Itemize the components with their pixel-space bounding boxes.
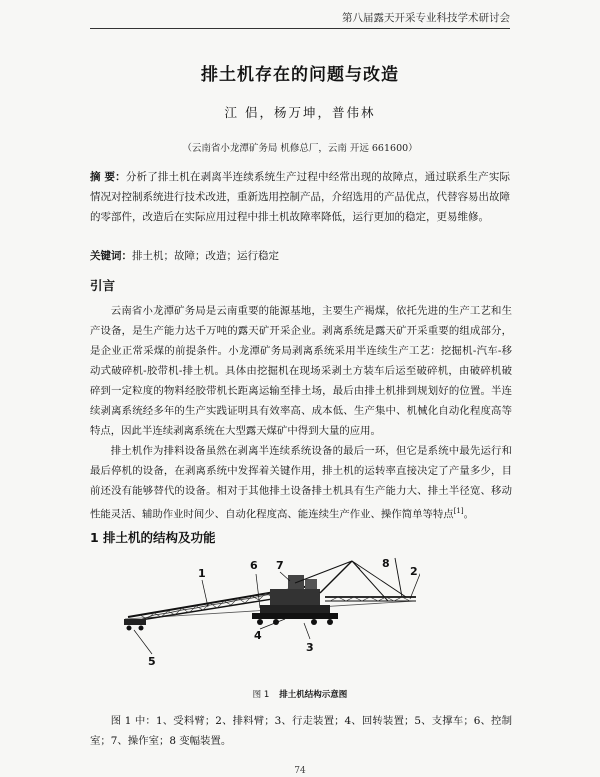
- intro-paragraph-1: 云南省小龙潭矿务局是云南重要的能源基地，主要生产褐煤，依托先进的生产工艺和生产设备，是生产能力达千万吨的露天矿开采企业。剥离系统是露天矿开采重要的组成部分，是企业正常采煤的前提条件。小龙潭矿务局剥离系统采用半连续生产工艺：挖掘机-汽车-移动式破碎机-胶带机-排土机。具体由挖掘机在现场采剥土方装车后运至破碎机，由破碎机破碎到一定粒度的物料经胶带机长距离运输至排土场，最后由排土机排到规划好的位置。半连续剥离系统经多年的生产实践证明具有效率高、成本低、生产集中、机械化自动化程度高等特点，因此半连续剥离系统在大型露天煤矿中得到大量的应用。: [90, 305, 512, 437]
- callout-2: 2: [410, 565, 418, 578]
- section-heading-1: 1 排土机的结构及功能: [90, 530, 216, 545]
- abstract-text: 分析了排土机在剥离半连续系统生产过程中经常出现的故障点，通过联系生产实际情况对控制系统进行技术改进，重新选用控制产品，介绍选用的产品优点，代替容易出故障的零部件，改造后在实际应用过程中排土机故障率降低，运行更加的稳定，更易维修。: [90, 171, 510, 223]
- callout-4: 4: [254, 629, 262, 642]
- running-header: 第八届露天开采专业科技学术研讨会: [90, 10, 510, 29]
- keywords-text: 排土机；故障；改造；运行稳定: [132, 250, 279, 262]
- figure-1-number: 图 1: [252, 690, 270, 700]
- callout-6: 6: [250, 559, 258, 572]
- support-car: [124, 619, 146, 631]
- intro-paragraph-2-text: 排土机作为排料设备虽然在剥离半连续系统设备的最后一环，但它是系统中最先运行和最后停机的设备，在剥离系统中发挥着关键作用，排土机的运转率直接决定了产量多少，目前还没有能够替代的设备。相对于其他排土设备排土机具有生产能力大、排土半径宽、移动性能灵活、辅助作业时间少、自动化程度高、能连续生产作业、操作简单等特点: [90, 445, 512, 521]
- abstract-label: 摘 要：: [90, 171, 126, 183]
- callout-1: 1: [198, 567, 206, 580]
- stacker-drawing: [120, 553, 420, 668]
- keywords: [90, 248, 510, 264]
- intro-paragraph-2: [90, 441, 512, 524]
- callout-3: 3: [306, 641, 314, 654]
- abstract: [90, 167, 510, 227]
- figure-1-stacker-diagram: [120, 553, 420, 668]
- figure-1-title: 排土机结构示意图: [279, 690, 348, 700]
- intro-paragraph-2-end: 。: [463, 508, 474, 521]
- figure-1-caption: [0, 688, 600, 700]
- keywords-label: 关键词：: [90, 250, 132, 262]
- author-list: 江 侣，杨万坤，普伟林: [224, 105, 376, 120]
- discharge-boom: [325, 597, 416, 601]
- callout-7: 7: [276, 559, 284, 572]
- page-number: 74: [294, 766, 306, 776]
- affiliation: （云南省小龙潭矿务局 机修总厂，云南 开远 661600）: [182, 143, 418, 154]
- intro-body: [90, 301, 512, 524]
- figure-1-legend: 图 1 中：1、受料臂；2、排料臂；3、行走装置；4、回转装置；5、支撑车；6、控制室；7、操作室；8 变幅装置。: [90, 715, 512, 747]
- callout-8: 8: [382, 557, 390, 570]
- citation-ref: [1]: [453, 507, 464, 515]
- paper-title: 排土机存在的问题与改造: [201, 65, 399, 85]
- section-heading-intro: 引言: [90, 278, 116, 293]
- callout-5: 5: [148, 655, 156, 668]
